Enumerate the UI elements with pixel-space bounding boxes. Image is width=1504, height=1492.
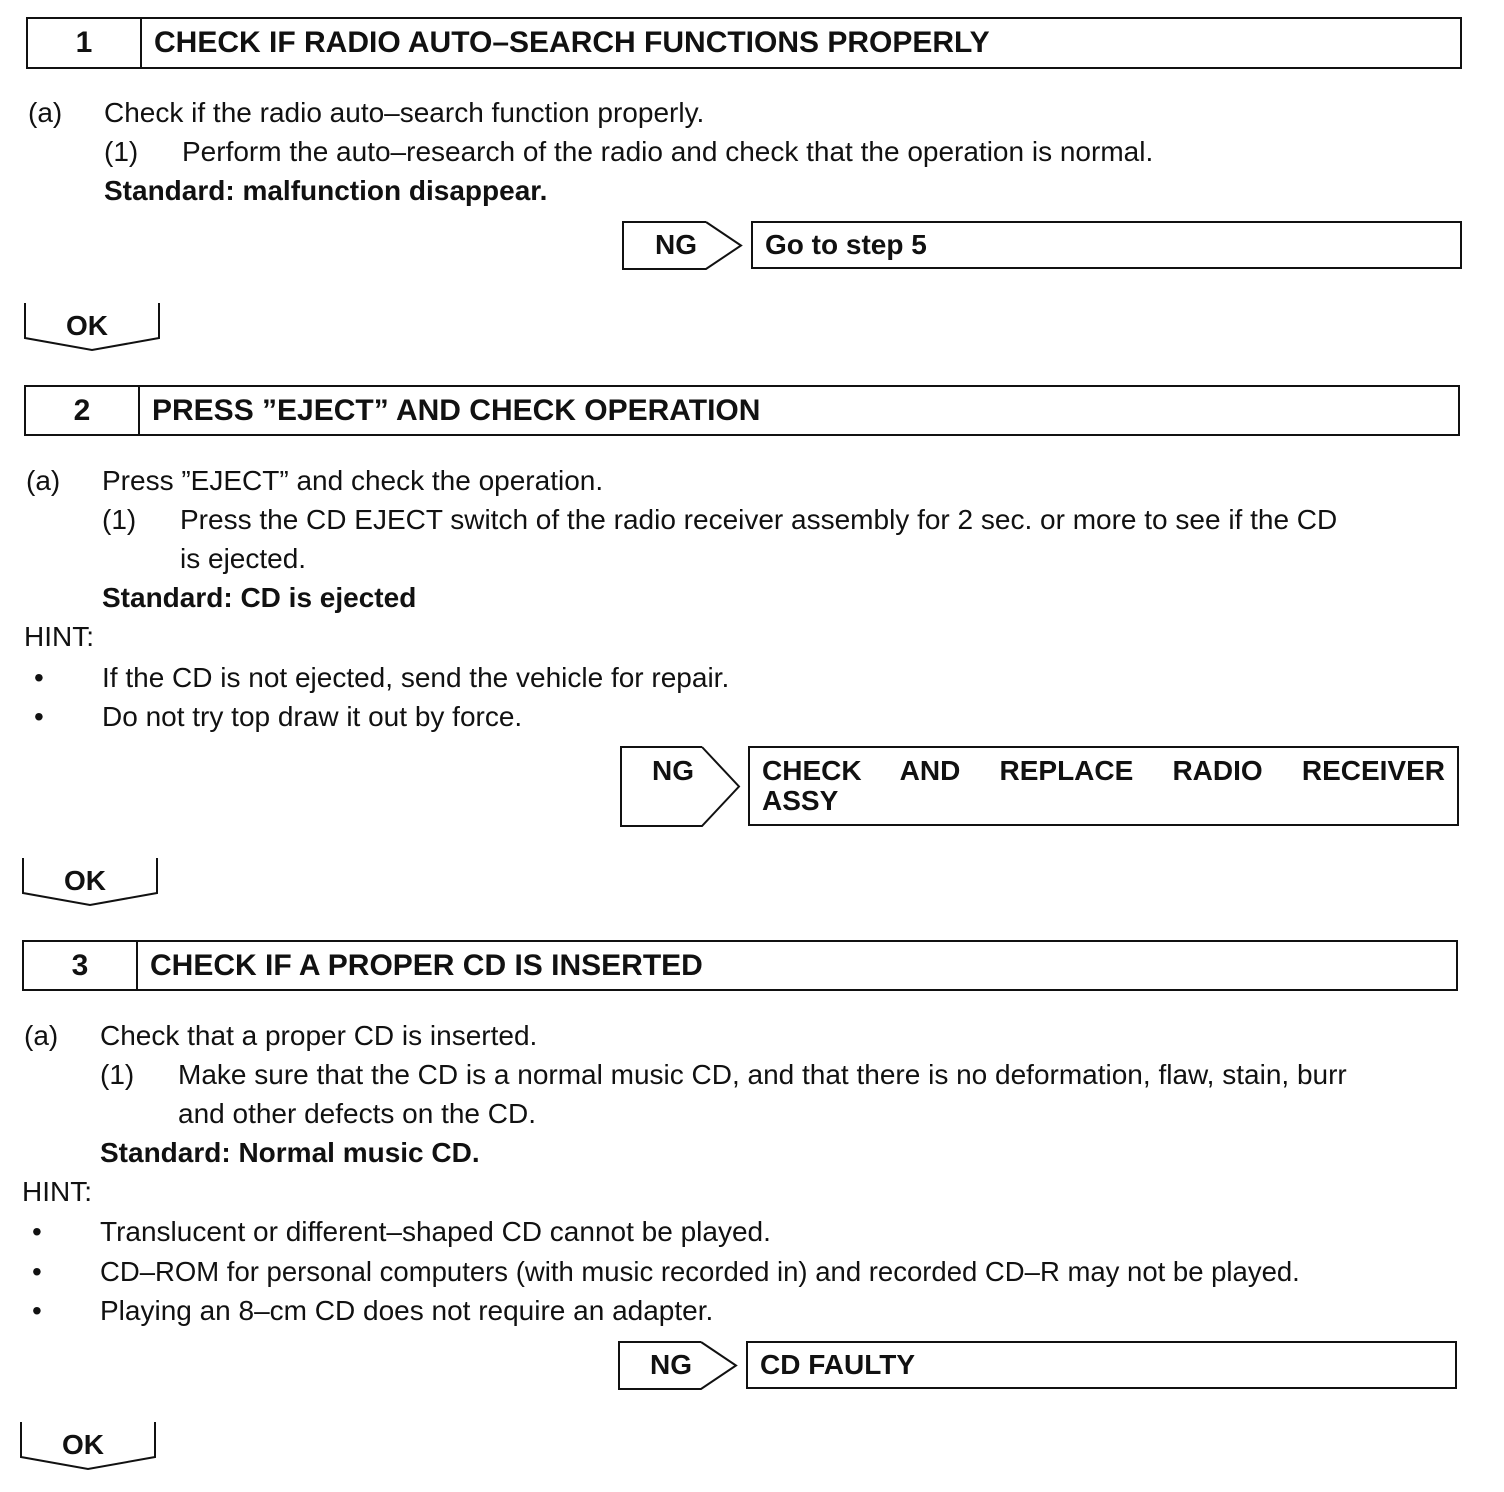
- step-2-item-text: Press ”EJECT” and check the operation.: [102, 465, 604, 496]
- step-1-ok-label: OK: [66, 310, 108, 341]
- step-1-item-text: Check if the radio auto–search function properly.: [104, 97, 705, 128]
- step-2-ng-label: NG: [652, 755, 694, 786]
- step-2-number: 2: [26, 387, 140, 434]
- step-3-bullet-3: •: [32, 1295, 42, 1326]
- step-2-sub-label: (1): [102, 504, 137, 535]
- step-3-sub-text-line2: and other defects on the CD.: [178, 1098, 536, 1129]
- step-1-ng-result-text: Go to step 5: [765, 229, 927, 260]
- step-2-ng-result-line1: CHECK AND REPLACE RADIO RECEIVER: [762, 755, 1445, 786]
- step-3-item-label: (a): [24, 1020, 59, 1051]
- step-2-hint-2: Do not try top draw it out by force.: [102, 701, 523, 732]
- step-2-hint-1: If the CD is not ejected, send the vehicle for repair.: [102, 662, 730, 693]
- step-2-ok-label: OK: [64, 865, 106, 896]
- step-2-hint-label: HINT:: [24, 621, 94, 652]
- step-3-title: CHECK IF A PROPER CD IS INSERTED: [150, 948, 703, 982]
- step-3-header: [22, 940, 1458, 991]
- step-3-sub-text-line1: Make sure that the CD is a normal music CD, and that there is no deformation, flaw, stain, burr: [178, 1059, 1347, 1090]
- step-3-bullet-1: •: [32, 1216, 42, 1247]
- step-2-bullet-1: •: [34, 662, 44, 693]
- step-3-ng-label: NG: [650, 1349, 692, 1380]
- step-3-hint-3: Playing an 8–cm CD does not require an adapter.: [100, 1295, 714, 1326]
- step-2-sub-text-line1: Press the CD EJECT switch of the radio receiver assembly for 2 sec. or more to see if the CD: [180, 504, 1338, 535]
- step-2-sub-text-line2: is ejected.: [180, 543, 307, 574]
- step-1-ng-label: NG: [655, 229, 697, 260]
- step-1-number: 1: [28, 19, 142, 67]
- step-3-ng-result-text: CD FAULTY: [760, 1349, 916, 1380]
- step-3-item-text: Check that a proper CD is inserted.: [100, 1020, 538, 1051]
- step-1-sub-label: (1): [104, 136, 139, 167]
- step-2-header: [24, 385, 1460, 436]
- step-1-ng-result: [751, 221, 1462, 269]
- step-2-title: PRESS ”EJECT” AND CHECK OPERATION: [152, 393, 761, 427]
- step-2-standard: Standard: CD is ejected: [102, 582, 417, 613]
- step-1-sub-text: Perform the auto–research of the radio and check that the operation is normal.: [182, 136, 1154, 167]
- step-3-hint-label: HINT:: [22, 1176, 92, 1207]
- step-3-sub-label: (1): [100, 1059, 135, 1090]
- step-3-ok-label: OK: [62, 1429, 104, 1460]
- step-1-header: [26, 17, 1462, 69]
- step-2-bullet-2: •: [34, 701, 44, 732]
- step-2-item-label: (a): [26, 465, 61, 496]
- step-3-number: 3: [24, 942, 138, 989]
- step-1-title: CHECK IF RADIO AUTO–SEARCH FUNCTIONS PROPERLY: [154, 26, 990, 59]
- step-3-standard: Standard: Normal music CD.: [100, 1137, 480, 1168]
- step-2-ng-result-line2: ASSY: [762, 785, 839, 816]
- step-3-hint-2: CD–ROM for personal computers (with music recorded in) and recorded CD–R may not be played.: [100, 1256, 1300, 1287]
- step-3-ng-result: [746, 1341, 1457, 1389]
- step-1-standard: Standard: malfunction disappear.: [104, 175, 548, 206]
- step-3-hint-1: Translucent or different–shaped CD cannot be played.: [100, 1216, 771, 1247]
- step-1-item-label: (a): [28, 97, 63, 128]
- step-2-ng-result: [748, 746, 1459, 826]
- step-3-bullet-2: •: [32, 1256, 42, 1287]
- step-3-ok-arrow: [0, 0, 1, 1]
